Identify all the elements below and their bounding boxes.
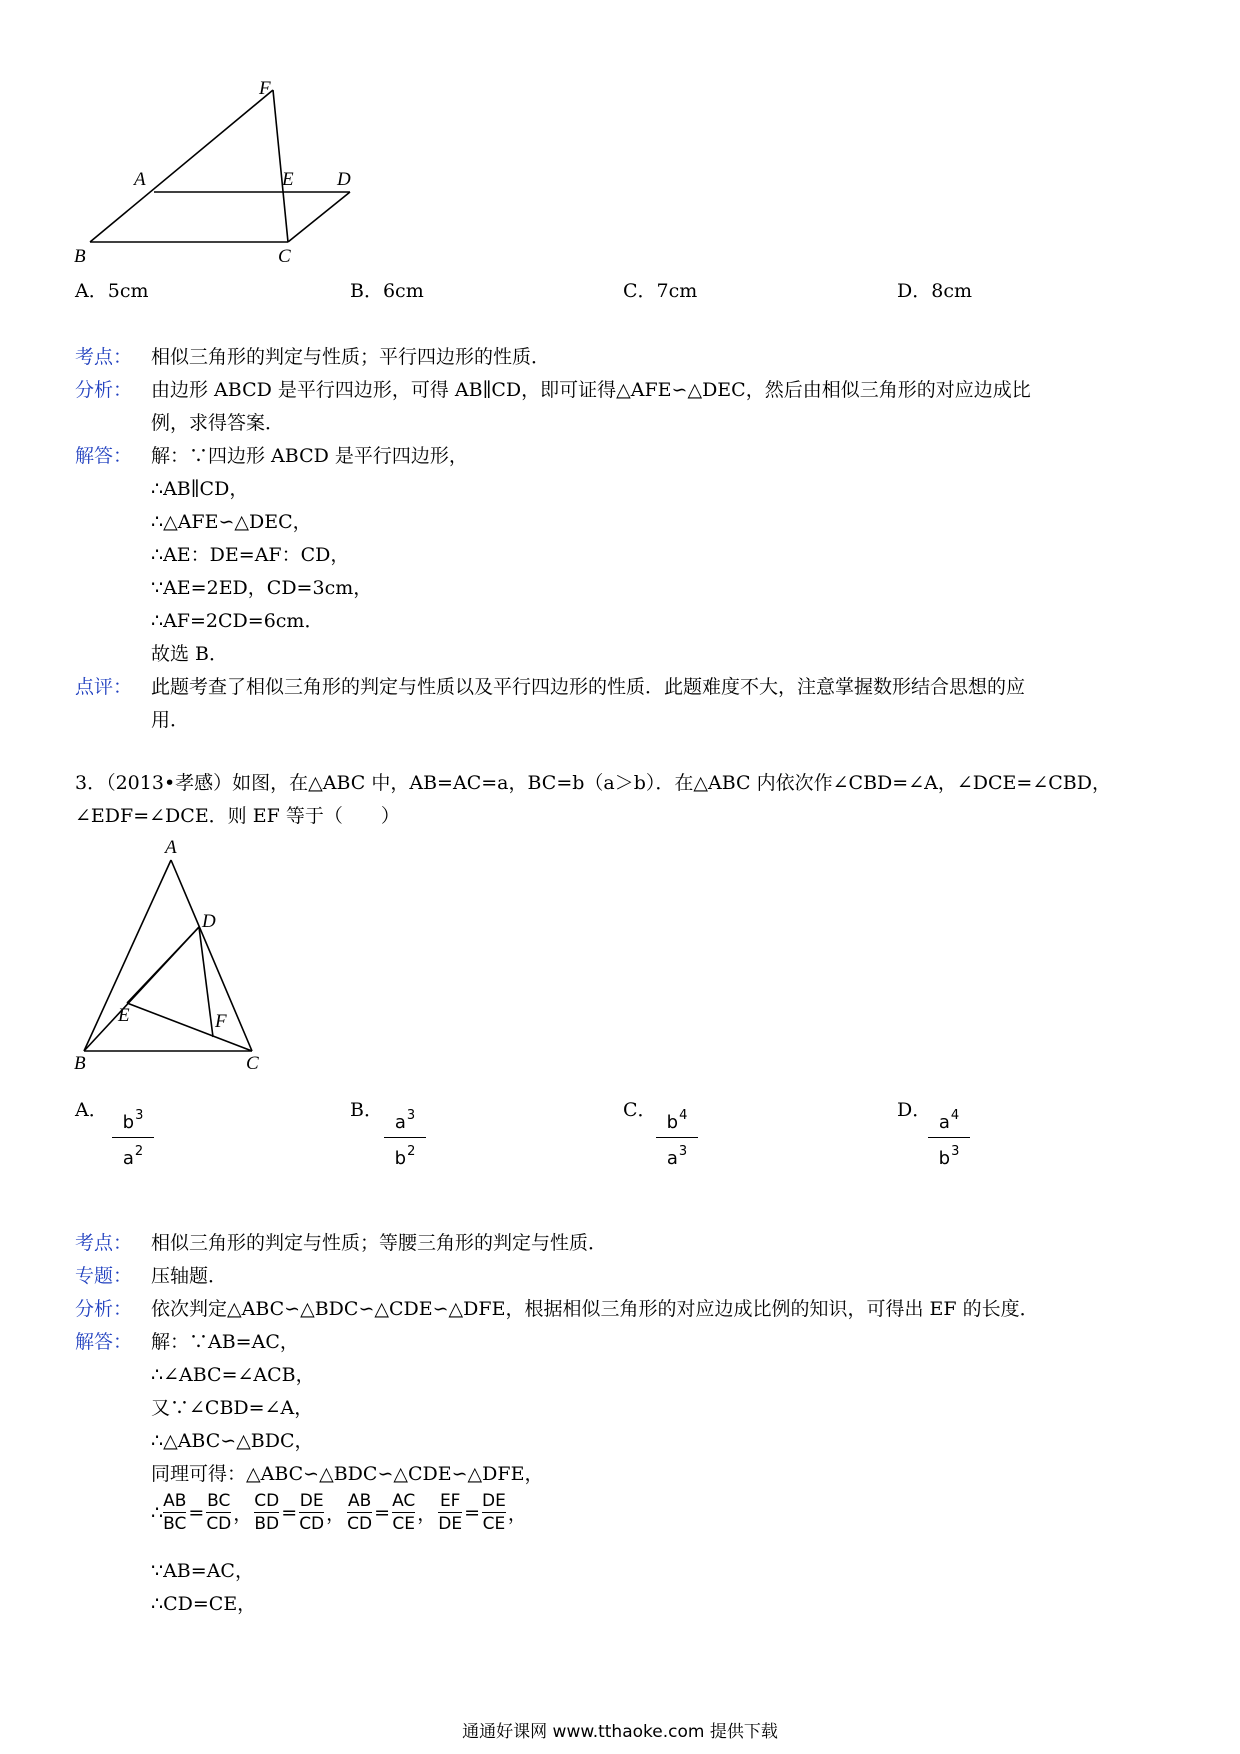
q2-step-7: 故选 B． (151, 643, 229, 665)
q3-fenxi-tag: 分析： (75, 1298, 133, 1320)
q2-fenxi-tag: 分析： (75, 379, 133, 401)
label-A: A (134, 169, 146, 190)
q2-dianping-tag: 点评： (75, 676, 133, 698)
label-C: C (278, 246, 291, 267)
q3-option-a-fraction: $b^3$ $a^2$ (112, 1103, 154, 1172)
label-B: B (74, 246, 86, 267)
q3-step-6: ∵AB=AC， (151, 1560, 254, 1582)
label-B: B (74, 1053, 86, 1074)
q3-step-1: 解：∵AB=AC， (151, 1331, 299, 1353)
line-CD (288, 192, 350, 242)
q3-option-b-letter: B． (350, 1099, 383, 1121)
q2-step-1: 解：∵四边形 ABCD 是平行四边形， (151, 445, 468, 467)
therefore-sign: ∴ (151, 1501, 164, 1524)
label-C: C (246, 1053, 259, 1074)
q3-option-d-letter: D． (897, 1099, 932, 1121)
label-A: A (165, 837, 177, 858)
q3-stem-line2: ∠EDF=∠DCE．则 EF 等于（ ） (75, 805, 400, 827)
q3-kaodian: 相似三角形的判定与性质；等腰三角形的判定与性质． (151, 1232, 608, 1254)
label-E: E (118, 1005, 130, 1026)
q2-option-d: D．8cm (897, 280, 972, 302)
q2-fenxi-line2: 例，求得答案． (151, 412, 285, 434)
ratio-4-right: $\frac{DE}{CE}$ (482, 1491, 506, 1534)
q3-option-a-letter: A． (75, 1099, 108, 1121)
q2-option-c: C．7cm (623, 280, 698, 302)
q2-fenxi-line1: 由边形 ABCD 是平行四边形，可得 AB∥CD，即可证得△AFE∽△DEC，然后由相似三角形的对应边成比 (151, 379, 1031, 401)
q2-jieda-tag: 解答： (75, 445, 133, 467)
ratio-3-left: $\frac{AB}{CD}$ (347, 1491, 373, 1534)
q3-kaodian-tag: 考点： (75, 1232, 133, 1254)
q3-step-4: ∴△ABC∽△BDC， (151, 1430, 314, 1452)
line-EC (127, 1003, 252, 1051)
ratio-2-left: $\frac{CD}{BD}$ (254, 1491, 280, 1534)
q2-option-a: A．5cm (75, 280, 149, 302)
q2-option-b: B．6cm (350, 280, 424, 302)
q2-step-4: ∴AE：DE=AF：CD， (151, 544, 350, 566)
ratio-3-right: $\frac{AC}{CE}$ (392, 1491, 416, 1534)
line-BF (90, 90, 273, 242)
ratio-1-right: $\frac{BC}{CD}$ (206, 1491, 232, 1534)
q3-option-c-letter: C． (623, 1099, 657, 1121)
q2-step-3: ∴△AFE∽△DEC， (151, 511, 312, 533)
label-D: D (202, 911, 216, 932)
q2-step-2: ∴AB∥CD， (151, 478, 249, 500)
ratio-1-left: $\frac{AB}{BC}$ (163, 1491, 187, 1534)
q3-option-c-fraction: $b^4$ $a^3$ (656, 1103, 698, 1172)
q3-jieda-tag: 解答： (75, 1331, 133, 1353)
q3-fenxi: 依次判定△ABC∽△BDC∽△CDE∽△DFE，根据相似三角形的对应边成比例的知识，可得出 EF 的长度． (151, 1298, 1039, 1320)
q2-step-5: ∵AE=2ED，CD=3cm， (151, 577, 373, 599)
page-footer: 通通好课网 www.tthaoke.com 提供下载 (462, 1722, 778, 1742)
q2-step-6: ∴AF=2CD=6cm． (151, 610, 324, 632)
label-F: F (215, 1011, 227, 1032)
line-DE (127, 927, 199, 1003)
ratio-4-left: $\frac{EF}{DE}$ (438, 1491, 463, 1534)
q3-figure (60, 835, 280, 1075)
q3-step-5: 同理可得：△ABC∽△BDC∽△CDE∽△DFE， (151, 1463, 544, 1485)
label-F: F (259, 78, 271, 99)
q3-option-d-fraction: $a^4$ $b^3$ (928, 1103, 970, 1172)
q2-kaodian-tag: 考点： (75, 346, 133, 368)
label-E: E (282, 169, 294, 190)
q3-zhuanti-tag: 专题： (75, 1265, 133, 1287)
q3-ratio-line: ∴ $\frac{AB}{BC}$ = $\frac{BC}{CD}$ ， $\frac{CD}{BD}$ = $\frac{DE}{CD}$ ， $\frac{AB}{CD}$ = $\frac{AC}{CE}$ ， $\frac{EF}{DE}$ = $\frac{DE}{CE}$ ， (151, 1491, 527, 1534)
q3-zhuanti: 压轴题． (151, 1265, 228, 1287)
q3-option-b-fraction: $a^3$ $b^2$ (384, 1103, 426, 1172)
q3-stem-line1: 3．（2013•孝感）如图，在△ABC 中，AB=AC=a，BC=b（a＞b）．在△ABC 内依次作∠CBD=∠A，∠DCE=∠CBD， (75, 772, 1111, 794)
line-FC (273, 90, 288, 242)
q3-step-2: ∴∠ABC=∠ACB， (151, 1364, 315, 1386)
q3-step-3: 又∵∠CBD=∠A， (151, 1397, 314, 1419)
q2-dianping-line2: 用． (151, 709, 190, 731)
q3-step-7: ∴CD=CE， (151, 1593, 257, 1615)
label-D: D (337, 169, 351, 190)
q2-figure (60, 70, 380, 270)
ratio-2-right: $\frac{DE}{CD}$ (299, 1491, 325, 1534)
q2-kaodian: 相似三角形的判定与性质；平行四边形的性质． (151, 346, 551, 368)
q2-dianping-line1: 此题考查了相似三角形的判定与性质以及平行四边形的性质．此题难度不大，注意掌握数形结合思想的应 (151, 676, 1026, 698)
